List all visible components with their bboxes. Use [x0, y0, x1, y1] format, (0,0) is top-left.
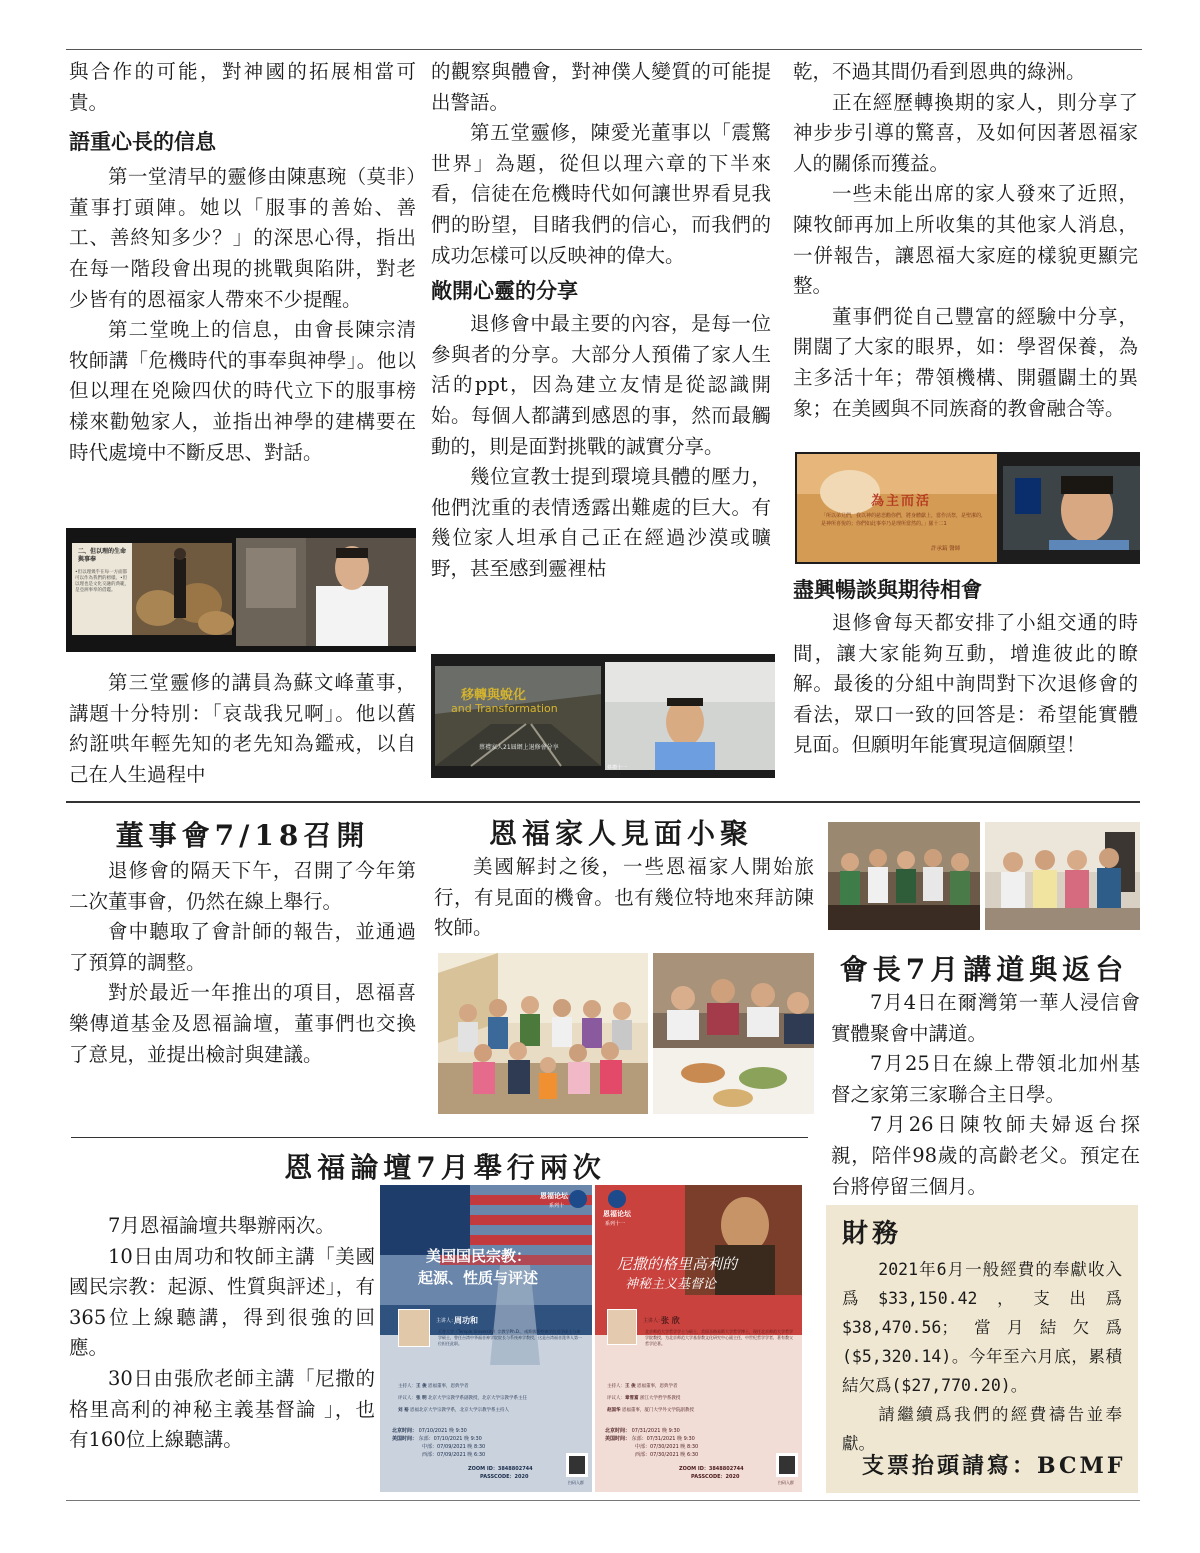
- poster-right-host: [607, 1381, 793, 1417]
- family-photo-living-room-2: [985, 822, 1140, 930]
- heading-sermon-messages: 語重心長的信息: [69, 130, 216, 155]
- poster-left-title-1: 美国国民宗教：: [426, 1247, 532, 1265]
- zoom-screenshot-transformation-slide: [431, 654, 775, 778]
- poster-left-host: [398, 1381, 584, 1417]
- slide2-label: 蔡禮十一: [607, 765, 628, 771]
- forum-poster-civil-religion: [380, 1185, 592, 1492]
- poster-left-speaker-label: 主讲人：: [436, 1318, 457, 1324]
- poster-right-times: [605, 1427, 775, 1459]
- president-paragraph-3: 7月26日陳牧師夫婦返台探親，陪伴98歲的高齡老父。預定在台將停留三個月。: [831, 1113, 1140, 1198]
- col3-paragraph-4: 退修會每天都安排了小組交通的時間，讓大家能夠互動，增進彼此的瞭解。最後的分組中詢問對下次退修會的看法，眾口一致的回答是：希望能實體見面。但願明年能實現這個願望！: [793, 611, 1138, 757]
- poster-right-passcode: PASSCODE：2020: [691, 1474, 740, 1480]
- col2-paragraph-1: 第五堂靈修，陳愛光董事以「震驚世界」為題，從但以理六章的下半來看，信徒在危機時代如何讓世界看見我們的盼望，目睹我們的信心，而我們的成功怎樣可以反映神的偉大。: [431, 121, 771, 267]
- poster-left-us-west: 西部：07/09/2021 晚 6:30: [422, 1452, 486, 1458]
- bottom-rule: [66, 1500, 1140, 1501]
- column-3-continued: [793, 574, 1138, 761]
- col2-intro: 的觀察與體會，對神僕人變質的可能提出警語。: [431, 60, 771, 114]
- poster-left-speaker-photo: [398, 1309, 430, 1347]
- poster-left-bj-time: 07/10/2021 晚 9:30: [418, 1428, 467, 1434]
- family-article: [434, 852, 814, 944]
- poster-right-scan: 扫码入群: [778, 1480, 794, 1485]
- slide2-caption: 蔡禮家人21屆網上退修會分享: [479, 744, 559, 751]
- forum-paragraph-2: 10日由周功和牧師主講「美國國民宗教：起源、性質與評述」，有365位上線聽講，得到很強的回應。: [69, 1244, 375, 1360]
- finance-body: [842, 1255, 1122, 1458]
- poster-right-reviewer-title: 浙江大学哲学系教授: [639, 1396, 681, 1401]
- poster-left-series: 系列十: [548, 1203, 564, 1209]
- column-1: [69, 57, 416, 468]
- slide3-text: 「所以弟兄們，我以神的慈悲勸你們，將身體獻上，當作活祭，是聖潔的，是神所喜悅的；你們如此事奉乃是理所當然的。」羅十二1: [821, 513, 987, 527]
- column-2: [431, 57, 771, 585]
- family-photo-dinner: [653, 953, 814, 1114]
- poster-left-zoom: ZOOM ID：3848802744: [468, 1466, 533, 1472]
- forum-rule: [71, 1137, 808, 1138]
- poster-right-bio: 北京师范大学哲学学士与硕士，美国圣路易斯大学哲学博士，现任北京师范大学哲学学院教授，为北京师范大学基督教文化研究中心副主任，中世纪哲学学者，著有教父哲学论著。: [645, 1329, 793, 1346]
- poster-right-zoom: ZOOM ID：3848802744: [679, 1466, 744, 1472]
- finance-box: [826, 1205, 1138, 1493]
- poster-left-us-east: 东部：07/10/2021 晚 9:30: [418, 1436, 482, 1442]
- poster-right-reviewer-label: 评议人：: [607, 1396, 625, 1401]
- poster-left-brand: 恩福论坛: [540, 1192, 568, 1200]
- family-photo-group-stairs: [438, 953, 648, 1114]
- col1-intro: 與合作的可能，對神國的拓展相當可貴。: [69, 60, 416, 114]
- poster-right-reviewer: 章雪富: [625, 1396, 639, 1401]
- slide1-title: 二、但以理的生命與事奉: [78, 548, 127, 563]
- poster-right-title-1: 尼撒的格里高利的: [617, 1255, 738, 1273]
- heading-board-meeting: 董事會7/18召開: [115, 819, 370, 852]
- zoom-screenshot-daniel-slide: [66, 528, 416, 652]
- poster-right-us-east: 东部：07/31/2021 晚 9:30: [631, 1436, 695, 1442]
- poster-right-reviewer2-title: 恩福董事，厦门大学外文学院副教授: [621, 1408, 694, 1413]
- col1-paragraph-3: 第三堂靈修的講員為蘇文峰董事，講題十分特別：「哀哉我兄啊」。他以舊約誑哄年輕先知的老先知為鑑戒，以自己在人生過程中: [69, 671, 416, 786]
- poster-left-reviewer: 张 明: [416, 1396, 427, 1401]
- col3-paragraph-2: 一些未能出席的家人發來了近照，陳牧師再加上所收集的其他家人消息，一併報告，讓恩福大家庭的樣貌更顯完整。: [793, 182, 1138, 298]
- column-1-continued: [69, 668, 416, 790]
- family-photo-living-room-1: [828, 822, 980, 930]
- forum-paragraph-3: 30日由張欣老師主講「尼撒的格里高利的神秘主義基督論 」，也有160位上線聽講。: [69, 1366, 375, 1452]
- forum-paragraph-1: 7月恩福論壇共舉辦兩次。: [108, 1214, 335, 1237]
- poster-right-us-west: 西部：07/30/2021 晚 6:30: [635, 1452, 699, 1458]
- poster-right-series: 系列十一: [605, 1221, 626, 1227]
- poster-left-times: [392, 1427, 562, 1459]
- poster-left-bio: 天普大学（Temple University）宗教学Ph.D.，威斯敏斯特神学院道学硕士与神学硕士，曾任台湾中华福音神学院院长与系统神学教授，这是台湾福音派华人第一位担任此职。: [438, 1329, 582, 1346]
- forum-poster-gregory-nyssa: [595, 1185, 802, 1492]
- col3-paragraph-1: 正在經歷轉換期的家人，則分享了神步步引導的驚喜，及如何因著恩福家人的關係而獲益。: [793, 90, 1138, 175]
- finance-heading: 財務: [842, 1219, 903, 1249]
- finance-paragraph-2: 請繼續爲我們的經費禱告並奉獻。: [842, 1405, 1122, 1453]
- poster-left-passcode: PASSCODE：2020: [480, 1474, 529, 1480]
- poster-right-speaker-label: 主讲人：: [643, 1318, 664, 1324]
- finance-check-payable: 支票抬頭請寫：BCMF: [862, 1453, 1126, 1479]
- poster-right-bj-time: 07/31/2021 晚 9:30: [631, 1428, 680, 1434]
- poster-left-speaker: 周功和: [454, 1316, 478, 1325]
- heading-forum-july: 恩福論壇7月舉行兩次: [284, 1151, 606, 1184]
- top-rule: [66, 49, 1142, 50]
- family-paragraph-1: 美國解封之後，一些恩福家人開始旅行，有見面的機會。也有幾位特地來拜訪陳牧師。: [434, 855, 814, 940]
- col3-paragraph-3: 董事們從自己豐富的經驗中分享，開闊了大家的眼界，如：學習保養，為主多活十年；帶領機構、開疆闢土的異象；在美國與不同族裔的教會融合等。: [793, 304, 1138, 420]
- column-3: [793, 57, 1138, 424]
- board-paragraph-2: 會中聽取了會計師的報告，並通過了預算的調整。: [69, 920, 416, 974]
- poster-left-bj-label: 北京时间：: [392, 1428, 418, 1434]
- poster-right-speaker-photo: [607, 1309, 637, 1345]
- president-paragraph-2: 7月25日在線上帶領北加州基督之家第三家聯合主日學。: [831, 1052, 1140, 1106]
- slide2-title-cn: 移轉與蛻化: [461, 688, 527, 703]
- col1-paragraph-2: 第二堂晚上的信息，由會長陳宗清牧師講「危機時代的事奉與神學」。他以但以理在兇險四伏的時代立下的服事榜樣來勸勉家人，並指出神學的建構要在時代處境中不斷反思、對話。: [69, 318, 416, 464]
- poster-right-title-2: 神秘主义基督论: [625, 1277, 717, 1292]
- poster-right-us-label: 美国时间：: [605, 1436, 631, 1442]
- poster-left-reviewer-title: 北京大学宗教学系副教授，北京大学宗教学系主任: [428, 1396, 528, 1401]
- col3-intro: 乾，不過其間仍看到恩典的綠洲。: [793, 60, 1086, 83]
- poster-left-host-label: 主持人：: [398, 1384, 416, 1389]
- poster-left-reviewer2: 刘 裕: [398, 1408, 409, 1413]
- poster-right-reviewer2: 赵国华: [607, 1408, 621, 1413]
- board-paragraph-3: 對於最近一年推出的項目，恩福喜樂傳道基金及恩福論壇，董事們也交換了意見，並提出檢討與建議。: [69, 981, 416, 1066]
- poster-left-host-name: 王 俊: [416, 1384, 427, 1389]
- poster-left-us-central: 中部：07/09/2021 晚 8:30: [422, 1444, 486, 1450]
- poster-right-host-label: 主持人：: [607, 1384, 625, 1389]
- poster-left-reviewer-label: 评议人：: [398, 1396, 416, 1401]
- col2-paragraph-2: 退修會中最主要的內容，是每一位參與者的分享。大部分人預備了家人生活的ppt，因為建立友情是從認識開始。每個人都講到感恩的事，然而最觸動的，則是面對挑戰的誠實分享。: [431, 312, 771, 458]
- poster-right-us-central: 中部：07/30/2021 晚 8:30: [635, 1444, 699, 1450]
- poster-left-reviewer2-title: 恩福北京大学宗教学系，北京大学宗教学系主持人: [410, 1408, 510, 1413]
- poster-left-host-title: 恩福董事，恩典学者: [428, 1384, 469, 1389]
- president-article: [831, 988, 1140, 1202]
- slide3-title: 為主而活: [871, 494, 932, 509]
- forum-article: [69, 1211, 375, 1456]
- slide3-author: 許承鎬 醫師: [931, 546, 961, 552]
- finance-paragraph-1: 2021年6月一般經費的奉獻收入爲$33,150.42，支出爲$38,470.56；當月結欠爲($5,320.14)。今年至六月底，累積結欠爲($27,770.20)。: [842, 1260, 1122, 1395]
- poster-left-us-label: 美国时间：: [392, 1436, 418, 1442]
- heading-talk-and-anticipation: 盡興暢談與期待相會: [793, 578, 982, 602]
- board-article: [69, 856, 416, 1070]
- board-paragraph-1: 退修會的隔天下午，召開了今年第二次董事會，仍然在線上舉行。: [69, 859, 416, 913]
- poster-right-host-name: 王 俊: [625, 1384, 636, 1389]
- slide2-title-en: and Transformation: [451, 702, 558, 715]
- poster-right-bj-label: 北京时间：: [605, 1428, 631, 1434]
- poster-right-host-title: 恩福董事，恩典学者: [637, 1384, 678, 1389]
- heading-family-gathering: 恩福家人見面小聚: [488, 817, 753, 850]
- poster-left-title-2: 起源、性质与评述: [418, 1269, 539, 1287]
- poster-left-scan: 扫码入群: [568, 1480, 584, 1485]
- zoom-screenshot-live-for-lord: [795, 452, 1140, 564]
- heading-open-heart-sharing: 敞開心靈的分享: [431, 279, 578, 304]
- poster-right-speaker: 张 欣: [661, 1316, 680, 1325]
- slide1-text: •但以理幾乎在每一方面都可以作為我們的榜樣。•但以理也是文化交融的典範，是亞洲事奉的借鑑。: [75, 570, 129, 593]
- heading-president-july: 會長7月講道與返台: [839, 953, 1129, 986]
- poster-right-brand: 恩福论坛: [603, 1210, 631, 1218]
- col1-paragraph-1: 第一堂清早的靈修由陳惠琬（莫非）董事打頭陣。她以「服事的善始、善工、善終知多少？」的深思心得，指出在每一階段會出現的挑戰與陷阱，對老少皆有的恩福家人帶來不少提醒。: [69, 165, 416, 311]
- section-divider: [66, 801, 1140, 803]
- col2-paragraph-3: 幾位宣教士提到環境具體的壓力，他們沈重的表情透露出難處的巨大。有幾位家人坦承自己正在經過沙漠或曠野，甚至感到靈裡枯: [431, 465, 771, 580]
- president-paragraph-1: 7月4日在爾灣第一華人浸信會實體聚會中講道。: [831, 991, 1140, 1045]
